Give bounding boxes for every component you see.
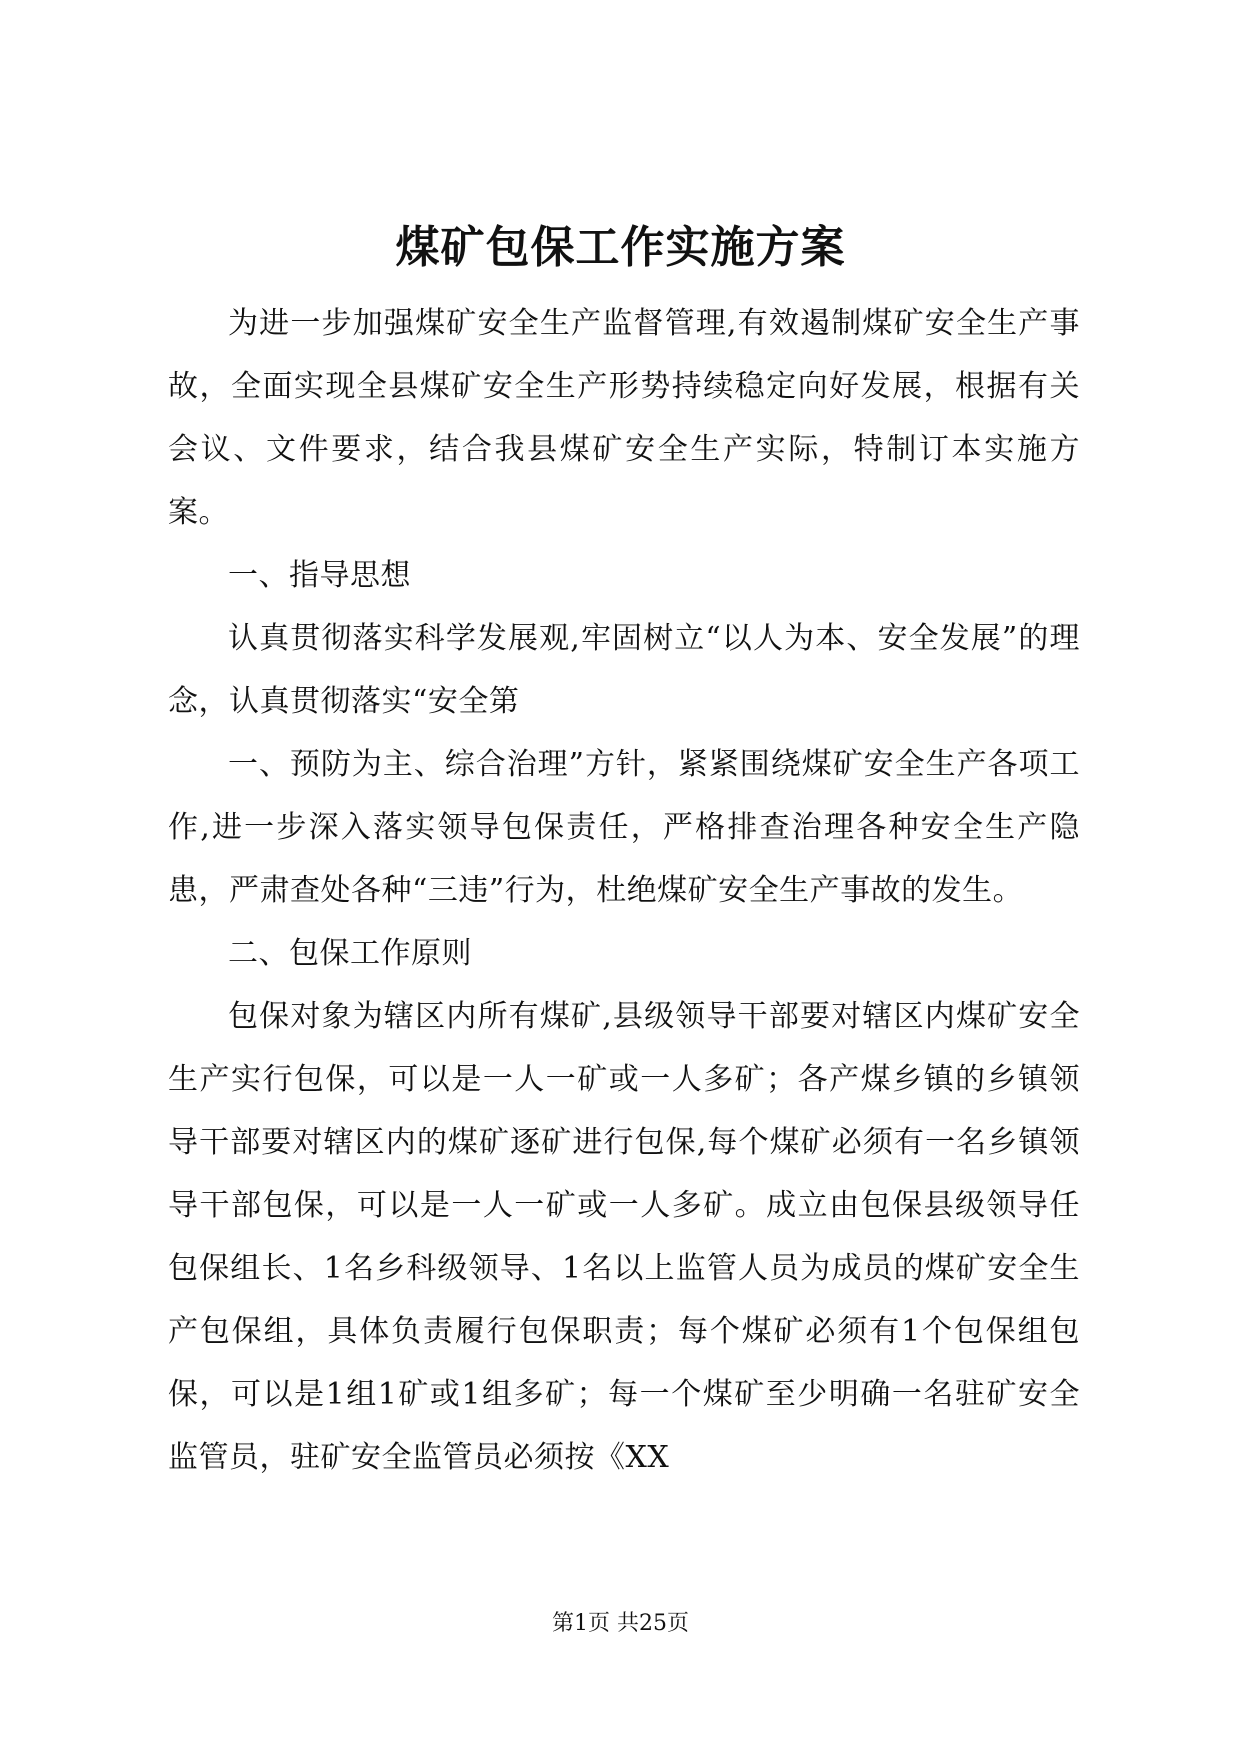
paragraph-intro: 为进一步加强煤矿安全生产监督管理,有效遏制煤矿安全生产事故，全面实现全县煤矿安全生产形势持续稳定向好发展，根据有关会议、文件要求，结合我县煤矿安全生产实际，特制订本实施方案。 xyxy=(168,306,1080,530)
document-title: 煤矿包保工作实施方案 xyxy=(395,222,846,273)
paragraph-guiding-ideology-continued: 一、预防为主、综合治理”方针，紧紧围绕煤矿安全生产各项工作,进一步深入落实领导包保责任，严格排查治理各种安全生产隐患，严肃查处各种“三违”行为，杜绝煤矿安全生产事故的发生。 xyxy=(168,747,1080,908)
document-body xyxy=(168,292,1080,1489)
section-heading-guiding-ideology: 一、指导思想 xyxy=(228,558,411,593)
paragraph-principles: 包保对象为辖区内所有煤矿,县级领导干部要对辖区内煤矿安全生产实行包保，可以是一人一矿或一人多矿；各产煤乡镇的乡镇领导干部要对辖区内的煤矿逐矿进行包保,每个煤矿必须有一名乡镇领导干部包保，可以是一人一矿或一人多矿。成立由包保县级领导任包保组长、1名乡科级领导、1名以上监管人员为成员的煤矿安全生产包保组，具体负责履行包保职责；每个煤矿必须有1个包保组包保，可以是1组1矿或1组多矿；每一个煤矿至少明确一名驻矿安全监管员，驻矿安全监管员必须按《XX xyxy=(168,999,1080,1475)
page-number-footer: 第1页 共25页 xyxy=(552,1611,689,1636)
paragraph-guiding-ideology: 认真贯彻落实科学发展观,牢固树立“以人为本、安全发展”的理念，认真贯彻落实“安全第 xyxy=(168,621,1080,719)
section-heading-principles: 二、包保工作原则 xyxy=(228,936,472,971)
